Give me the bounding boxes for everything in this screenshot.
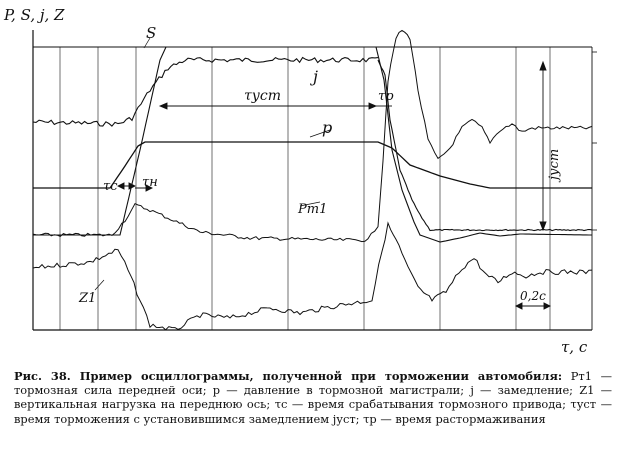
label-p: p [322, 118, 333, 137]
label-tau-n: τн [142, 175, 158, 190]
label-tau-p: τр [378, 89, 394, 104]
time-markers [60, 47, 550, 330]
label-tau-c: τc [103, 179, 118, 194]
annotations [95, 38, 550, 309]
caption-body: Pт1 — тормозная сила передней оси; p — давление в тормозной магистрали; j — замедление; Z1 — вертикальная нагрузка на переднюю ось; τc — время срабатывания тормозного привода; τуст — время торможения с установившимся замедлением jуст; τр — время растормаживания [14, 369, 612, 426]
label-s: S [146, 24, 157, 42]
figure-caption [14, 369, 612, 426]
label-j: j [313, 67, 318, 86]
label-z1: Z1 [79, 291, 97, 306]
label-j-ust: jуст [547, 148, 562, 180]
label-pt1: Pт1 [298, 202, 328, 217]
y-axis-label: P, S, j, Z [4, 6, 65, 24]
caption-title: Рис. 38. Пример осциллограммы, полученной при торможении автомобиля: [14, 369, 563, 383]
x-axis-label: τ, c [561, 338, 588, 356]
label-tau-ust: τуст [244, 88, 281, 104]
label-time-scale: 0,2c [520, 289, 546, 303]
right-ticks [592, 52, 597, 230]
